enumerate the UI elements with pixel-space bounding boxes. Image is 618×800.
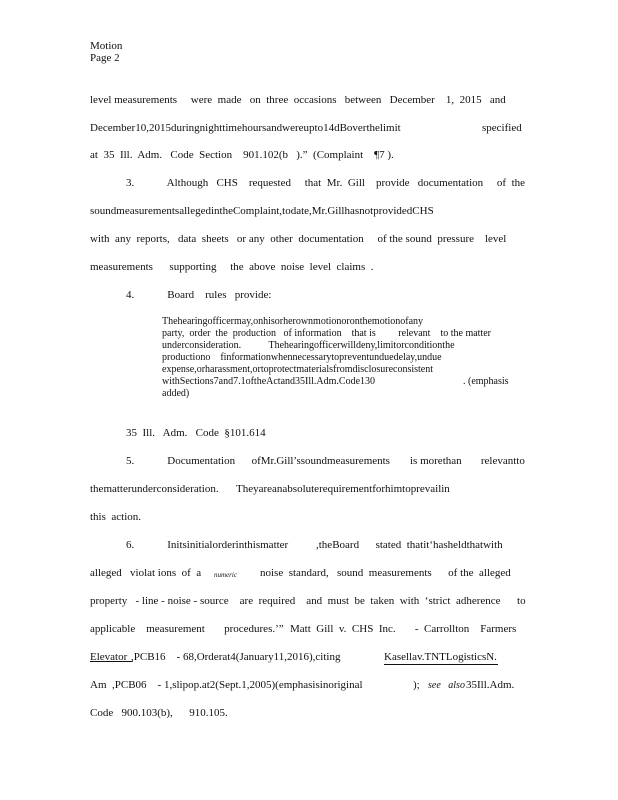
body-line: applicable measurement procedures.’” [90, 623, 284, 635]
case-name-underlined: Elevator [90, 651, 133, 663]
citation: 35 Ill. Adm. Code §101.614 [126, 427, 266, 439]
body-line: level measurements were made on three occasions between December 1, 2015 and [90, 94, 506, 106]
body-line: Am ,PCB06 - 1,slipop.at2(Sept.1,2005)(emphasisinoriginal [90, 679, 363, 691]
body-line: specified [482, 122, 522, 134]
body-line: December10,2015duringnighttimehoursandwereupto14dBoverthelimit [90, 122, 401, 134]
body-line: with any reports, data sheets or any other documentation of the sound pressure level [90, 233, 507, 245]
block-quote-line: added) [162, 388, 190, 399]
body-line: is morethan relevantto [410, 455, 525, 467]
block-quote-line: underconsideration. Thehearingofficerwilldeny,limitorconditionthe [162, 340, 455, 351]
case-name-underlined: Kasellav.TNTLogisticsN. [384, 651, 497, 663]
body-line: soundmeasurementsallegedintheComplaint,todate,Mr.GillhasnotprovidedCHS [90, 205, 434, 217]
block-quote-line: withSections7and7.1oftheActand35Ill.Adm.Code130 [162, 376, 376, 387]
body-line: ,PCB16 - 68,Orderat4(January11,2016),citing [131, 651, 341, 663]
paragraph-4: 4. Board rules provide: [126, 289, 272, 301]
body-line: Code 900.103(b), 910.105. [90, 707, 228, 719]
header-motion: Motion [90, 40, 123, 52]
italic-word: numeric [214, 571, 237, 579]
body-line: alleged violat ions of a [90, 567, 202, 579]
body-line: property - line - noise - source are required and must be taken with ‘strict adherence to [90, 595, 526, 607]
block-quote-line: party, order the production of information that is relevant to the matter [162, 328, 491, 339]
body-line: Theyareanabsoluterequirementforhimtoprevailin [236, 483, 450, 495]
header-page-number: Page 2 [90, 52, 120, 64]
body-line: this action. [90, 511, 142, 523]
body-line: ); [413, 679, 420, 691]
paragraph-3: 3. Although CHS requested that Mr. Gill provide documentation of the [126, 177, 526, 189]
body-line: 35Ill.Adm. [466, 679, 515, 691]
body-line: thematterunderconsideration. [90, 483, 219, 495]
body-line: at 35 Ill. Adm. Code Section 901.102(b ).” (Complaint ¶7 ). [90, 149, 394, 161]
italic-signal: see also [428, 680, 465, 691]
paragraph-5: 5. Documentation ofMr.Gill’ssoundmeasurements [126, 455, 390, 467]
body-line: ,theBoard stated thatit‘hasheldthatwith [316, 539, 503, 551]
paragraph-6: 6. Initsinitialorderinthismatter [126, 539, 289, 551]
body-line: measurements supporting the above noise level claims . [90, 261, 374, 273]
block-quote-line: expense,orharassment,ortoprotectmaterialsfromdisclosureconsistent [162, 364, 434, 375]
block-quote-line: productiono finformationwhennecessarytopreventunduedelay,undue [162, 352, 442, 363]
body-line: noise standard, sound measurements of the alleged [260, 567, 511, 579]
body-line: Matt Gill v. CHS Inc. - Carrollton Farmers [290, 623, 517, 635]
block-quote-line: Thehearingofficermay,onhisorherownmotionoronthemotionofany [162, 316, 424, 327]
block-quote-line: . (emphasis [463, 376, 509, 387]
